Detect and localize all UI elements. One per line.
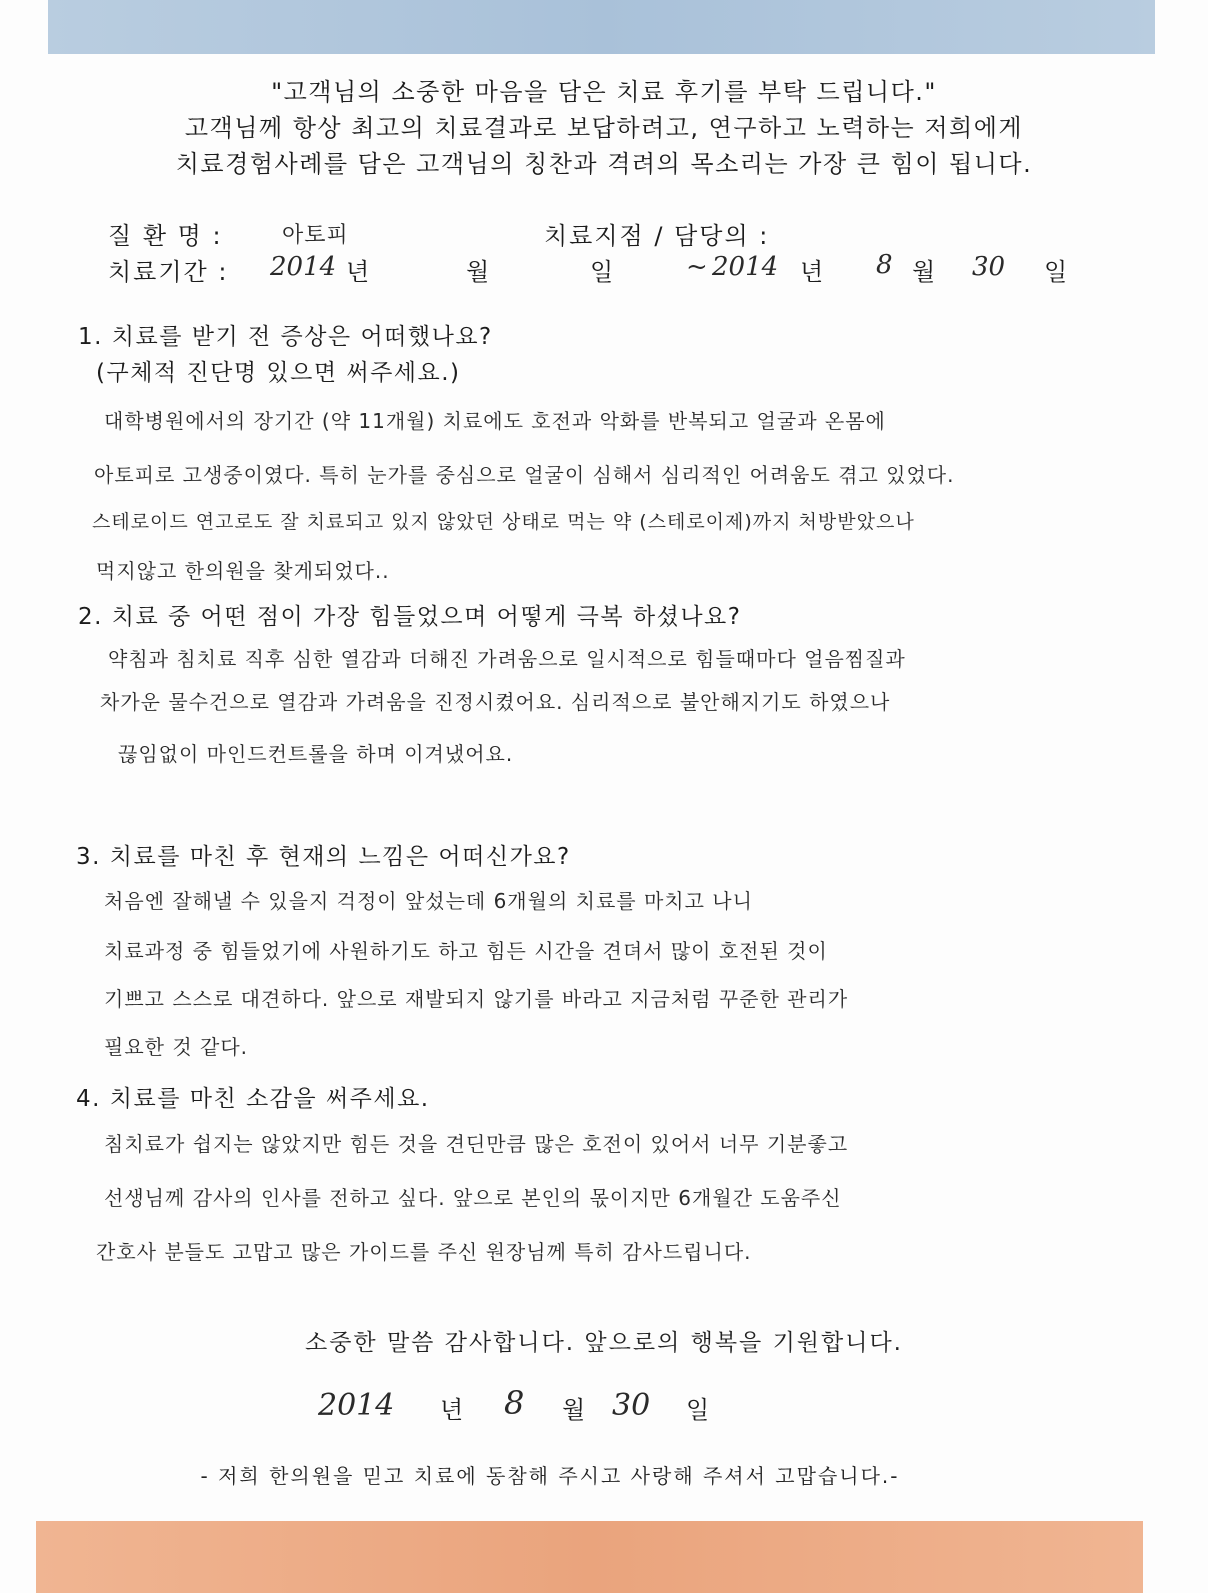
question-3-title: 3. 치료를 마친 후 현재의 느낌은 어떠신가요? (76, 844, 571, 870)
answer-4-line-2: 선생님께 감사의 인사를 전하고 싶다. 앞으로 본인의 몫이지만 6개월간 도움주신 (104, 1186, 842, 1210)
answer-2-line-1: 약침과 침치료 직후 심한 열감과 더해진 가려움으로 일시적으로 힘들때마다 얼음찜질과 (108, 647, 906, 671)
question-1-subtitle: (구체적 진단명 있으면 써주세요.) (96, 360, 461, 386)
end-day-unit: 일 (1044, 258, 1070, 286)
bottom-color-band (36, 1521, 1143, 1593)
answer-1-line-1: 대학병원에서의 장기간 (약 11개월) 치료에도 호전과 악화를 반복되고 얼굴과 온몸에 (104, 409, 886, 433)
signed-day-unit: 일 (686, 1396, 712, 1424)
answer-1-line-3: 스테로이드 연고로도 잘 치료되고 있지 않았던 상태로 먹는 약 (스테로이제)까지 처방받았으나 (92, 511, 915, 533)
period-tilde: ~ (686, 252, 708, 282)
answer-1-line-4: 먹지않고 한의원을 찾게되었다.. (96, 559, 390, 583)
closing-thanks: 소중한 말씀 감사합니다. 앞으로의 행복을 기원합니다. (305, 1330, 903, 1356)
intro-line-3: 치료경험사례를 담은 고객님의 칭찬과 격려의 목소리는 가장 큰 힘이 됩니다. (175, 150, 1033, 178)
intro-line-1: "고객님의 소중한 마음을 담은 치료 후기를 부탁 드립니다." (271, 78, 937, 106)
intro-message (0, 74, 1208, 182)
end-year-unit: 년 (800, 258, 826, 286)
start-month-unit: 월 (466, 258, 492, 286)
start-year-value: 2014 (270, 252, 337, 282)
signed-day: 30 (612, 1388, 651, 1423)
branch-doctor-label: 치료지점 / 담당의 : (544, 222, 770, 250)
end-day-value: 30 (972, 252, 1006, 282)
signed-month: 8 (504, 1384, 525, 1422)
disease-label: 질 환 명 : (108, 222, 223, 250)
answer-3-line-2: 치료과정 중 힘들었기에 사원하기도 하고 힘든 시간을 견뎌서 많이 호전된 것이 (104, 939, 828, 963)
signed-year: 2014 (318, 1388, 395, 1423)
footer-note: - 저희 한의원을 믿고 치료에 동참해 주시고 사랑해 주셔서 고맙습니다.- (200, 1464, 900, 1488)
intro-line-2: 고객님께 항상 최고의 치료결과로 보답하려고, 연구하고 노력하는 저희에게 (184, 114, 1024, 142)
signed-year-unit: 년 (440, 1396, 466, 1424)
answer-4-line-1: 침치료가 쉽지는 않았지만 힘든 것을 견딘만큼 많은 호전이 있어서 너무 기분좋고 (104, 1132, 849, 1156)
answer-3-line-3: 기쁘고 스스로 대견하다. 앞으로 재발되지 않기를 바라고 지금처럼 꾸준한 관리가 (104, 987, 849, 1011)
answer-2-line-3: 끊임없이 마인드컨트롤을 하며 이겨냈어요. (118, 742, 514, 766)
signed-month-unit: 월 (562, 1396, 588, 1424)
question-2-title: 2. 치료 중 어떤 점이 가장 힘들었으며 어떻게 극복 하셨나요? (78, 604, 742, 630)
answer-4-line-3: 간호사 분들도 고맙고 많은 가이드를 주신 원장님께 특히 감사드립니다. (96, 1240, 752, 1264)
answer-1-line-2: 아토피로 고생중이였다. 특히 눈가를 중심으로 얼굴이 심해서 심리적인 어려움도 겪고 있었다. (94, 463, 955, 487)
answer-3-line-1: 처음엔 잘해낼 수 있을지 걱정이 앞섰는데 6개월의 치료를 마치고 나니 (104, 889, 753, 913)
end-year-value: 2014 (712, 252, 779, 282)
question-1-title: 1. 치료를 받기 전 증상은 어떠했나요? (78, 324, 493, 350)
question-4-title: 4. 치료를 마친 소감을 써주세요. (76, 1086, 430, 1112)
period-label: 치료기간 : (108, 258, 229, 286)
end-month-unit: 월 (912, 258, 938, 286)
answer-2-line-2: 차가운 물수건으로 열감과 가려움을 진정시켰어요. 심리적으로 불안해지기도 하였으나 (100, 690, 891, 714)
disease-value: 아토피 (282, 223, 349, 248)
start-day-unit: 일 (590, 258, 616, 286)
end-month-value: 8 (876, 250, 893, 280)
top-color-band (48, 0, 1155, 54)
answer-3-line-4: 필요한 것 같다. (104, 1035, 248, 1059)
start-year-unit: 년 (346, 258, 372, 286)
